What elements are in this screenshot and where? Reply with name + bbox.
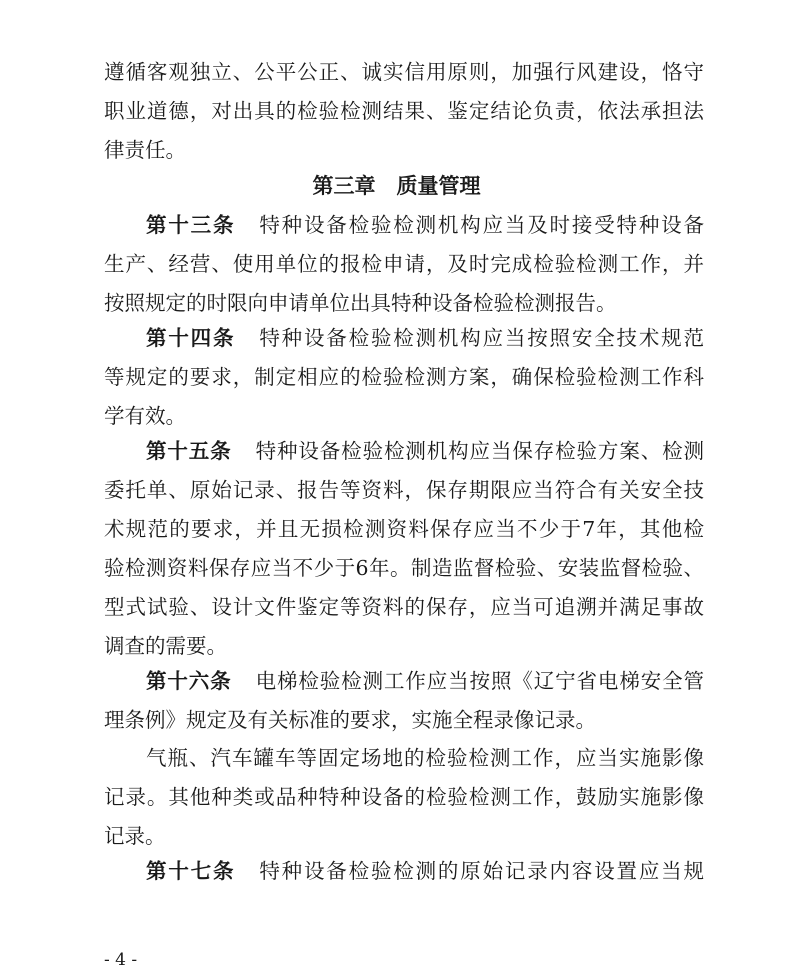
- paragraph-line: 遵循客观独立、公平公正、诚实信用原则，加强行风建设，恪守: [104, 60, 704, 84]
- paragraph-line: 气瓶、汽车罐车等固定场地的检验检测工作，应当实施影像: [146, 746, 704, 770]
- paragraph-line: 律责任。: [104, 138, 186, 162]
- article-label: 第十四条: [146, 326, 236, 350]
- paragraph-line: 学有效。: [104, 404, 186, 428]
- paragraph-line: 记录。其他种类或品种特种设备的检验检测工作，鼓励实施影像: [104, 785, 704, 809]
- page-number: - 4 -: [104, 950, 138, 970]
- paragraph-line: 验检测资料保存应当不少于6年。制造监督检验、安装监督检验、: [104, 556, 704, 580]
- paragraph-line: 调查的需要。: [104, 634, 227, 658]
- article-text: 特种设备检验检测机构应当按照安全技术规范: [259, 326, 705, 350]
- article-15-first-line: [146, 437, 704, 465]
- article-label: 第十六条: [146, 669, 232, 693]
- article-text: 特种设备检验检测的原始记录内容设置应当规: [259, 859, 705, 883]
- article-label: 第十五条: [146, 439, 232, 463]
- paragraph-line: 理条例》规定及有关标准的要求，实施全程录像记录。: [104, 708, 596, 732]
- article-17-first-line: [146, 857, 704, 885]
- paragraph-line: 职业道德，对出具的检验检测结果、鉴定结论负责，依法承担法: [104, 99, 704, 123]
- article-text: 特种设备检验检测机构应当保存检验方案、检测: [255, 439, 705, 463]
- article-16-first-line: [146, 667, 704, 695]
- paragraph-line: 生产、经营、使用单位的报检申请，及时完成检验检测工作，并: [104, 252, 704, 276]
- paragraph-line: 委托单、原始记录、报告等资料，保存期限应当符合有关安全技: [104, 478, 704, 502]
- paragraph-line: 型式试验、设计文件鉴定等资料的保存，应当可追溯并满足事故: [104, 595, 704, 619]
- chapter-heading: 第三章 质量管理: [312, 174, 481, 198]
- article-14-first-line: [146, 324, 704, 352]
- paragraph-line: 按照规定的时限向申请单位出具特种设备检验检测报告。: [104, 291, 617, 315]
- article-label: 第十三条: [146, 213, 236, 237]
- article-text: 电梯检验检测工作应当按照《辽宁省电梯安全管: [255, 669, 705, 693]
- article-text: 特种设备检验检测机构应当及时接受特种设备: [259, 213, 705, 237]
- paragraph-line: 等规定的要求，制定相应的检验检测方案，确保检验检测工作科: [104, 365, 704, 389]
- article-label: 第十七条: [146, 859, 236, 883]
- paragraph-line: 记录。: [104, 824, 166, 848]
- paragraph-line: 术规范的要求，并且无损检测资料保存应当不少于7年，其他检: [104, 517, 704, 541]
- article-13-first-line: [146, 211, 704, 239]
